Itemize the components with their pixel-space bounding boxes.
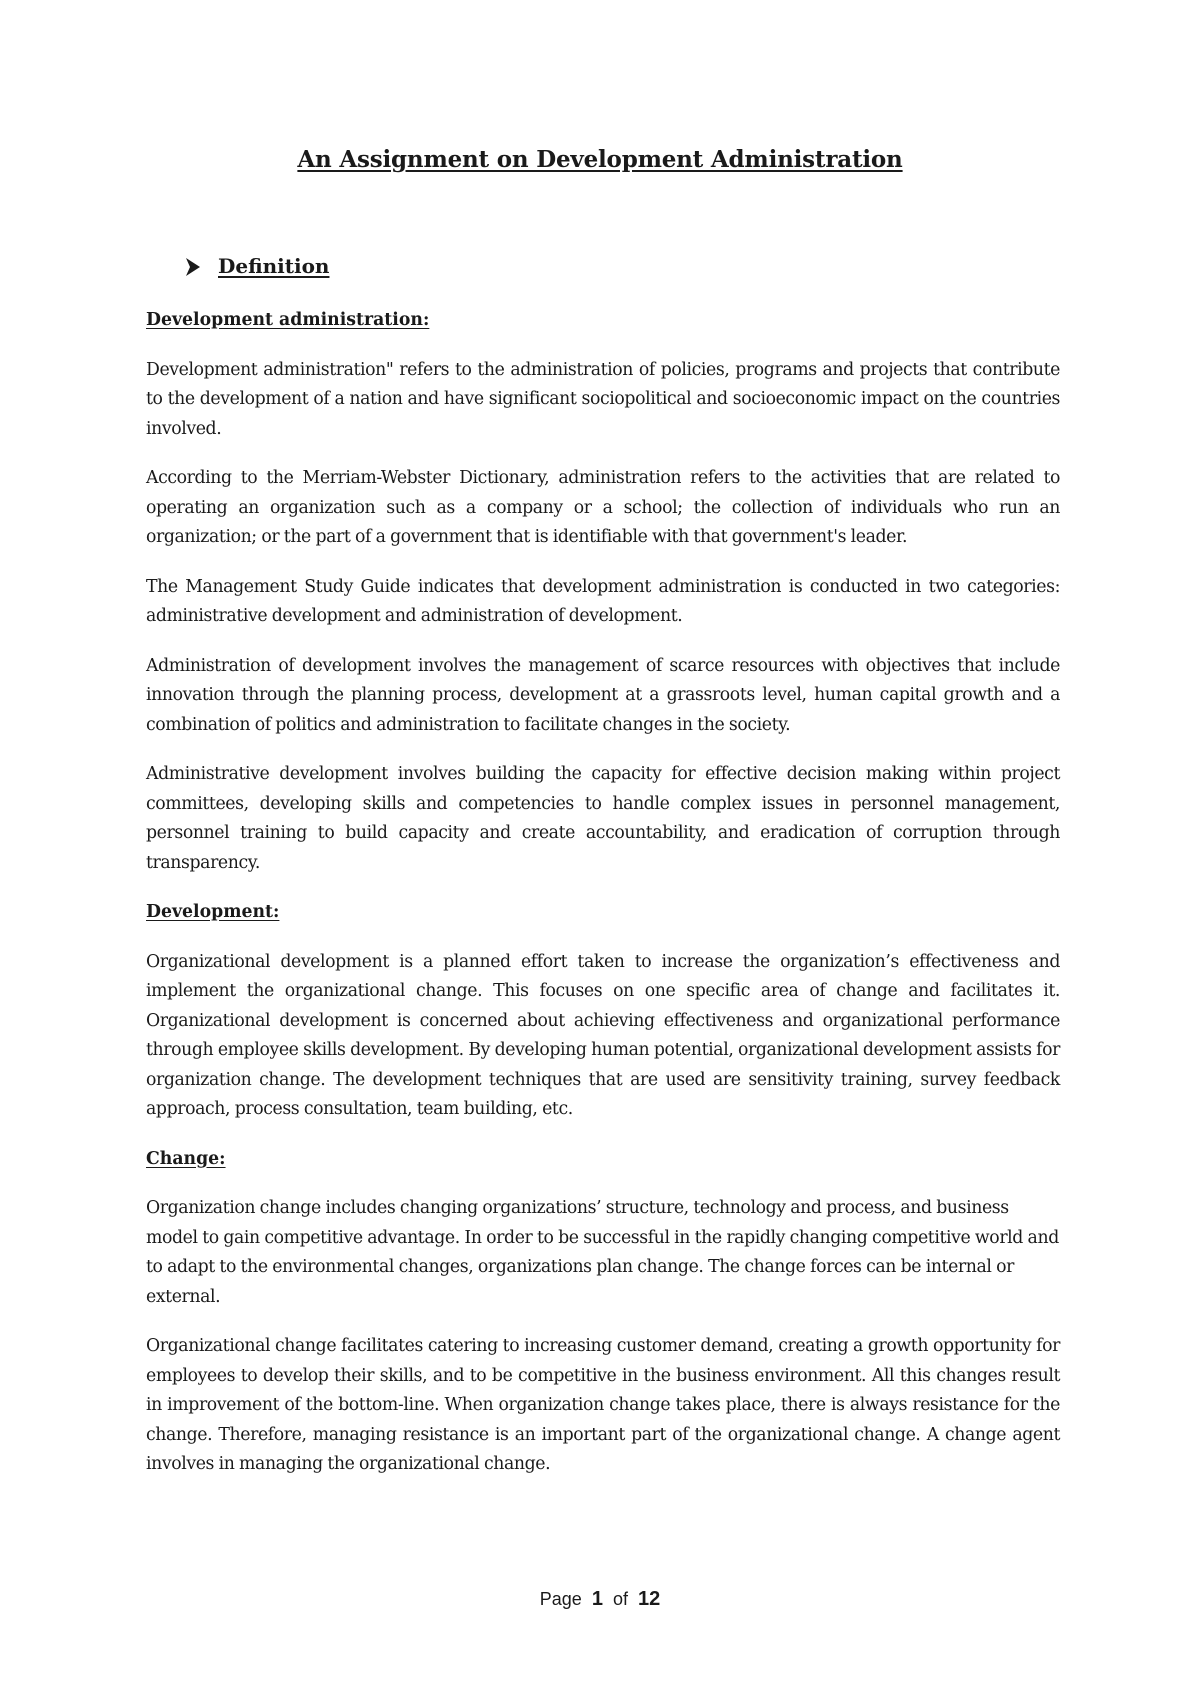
arrowhead-bullet-icon (186, 257, 200, 275)
paragraph: Organizational change facilitates catering to increasing customer demand, creating a growth opportunity for employees to develop their skills, and to be competitive in the business environment. All this changes result in improvement of the bottom-line. When organization change takes place, there is always resistance for the change. Therefore, managing resistance is an important part of the organizational change. A change agent involves in managing the organizational change. (146, 1336, 1060, 1474)
paragraph: Administration of development involves the management of scarce resources with objectives that include innovation through the planning process, development at a grassroots level, human capital growth and a combination of politics and administration to facilitate changes in the society. (146, 655, 1060, 735)
page-footer (0, 1588, 1200, 1611)
paragraph: Organization change includes changing organizations’ structure, technology and process, and business model to gain competitive advantage. In order to be successful in the rapidly changing competitive world and to adapt to the environmental changes, organizations plan change. The change forces can be internal or external. (146, 1198, 1059, 1307)
section-heading-definition (186, 254, 329, 278)
paragraph: Administrative development involves building the capacity for effective decision making within project committees, developing skills and competencies to handle complex issues in personnel management, personnel training to build capacity and create accountability, and eradication of corruption through transparency. (146, 764, 1060, 873)
subheading: Development: (146, 902, 280, 922)
subheading: Change: (146, 1148, 226, 1169)
paragraph: The Management Study Guide indicates that development administration is conducted in two categories: administrative development and administration of development. (146, 576, 1060, 626)
section-heading-label: Definition (218, 254, 330, 278)
document-body (146, 306, 1060, 1500)
page-word: Page (539, 1589, 582, 1609)
paragraph: Organizational development is a planned effort taken to increase the organization’s effectiveness and implement the organizational change. This focuses on one specific area of change and facilitates it. Organizational development is concerned about achieving effectiveness and organizational performance through employee skills development. By developing human potential, organizational development assists for organization change. The development techniques that are used are sensitivity training, survey feedback approach, process consultation, team building, etc. (146, 951, 1060, 1119)
current-page-number: 1 (591, 1588, 603, 1610)
of-word: of (612, 1589, 628, 1609)
paragraph: Development administration" refers to the administration of policies, programs and projects that contribute to the development of a nation and have significant sociopolitical and socioeconomic impact on the countries involved. (146, 359, 1060, 439)
subheading: Development administration: (146, 310, 430, 330)
total-pages-number: 12 (637, 1588, 661, 1610)
paragraph: According to the Merriam-Webster Dictionary, administration refers to the activities that are related to operating an organization such as a company or a school; the collection of individuals who run an organization; or the part of a government that is identifiable with that government's leader. (146, 468, 1060, 547)
document-title: An Assignment on Development Administration (297, 146, 903, 173)
